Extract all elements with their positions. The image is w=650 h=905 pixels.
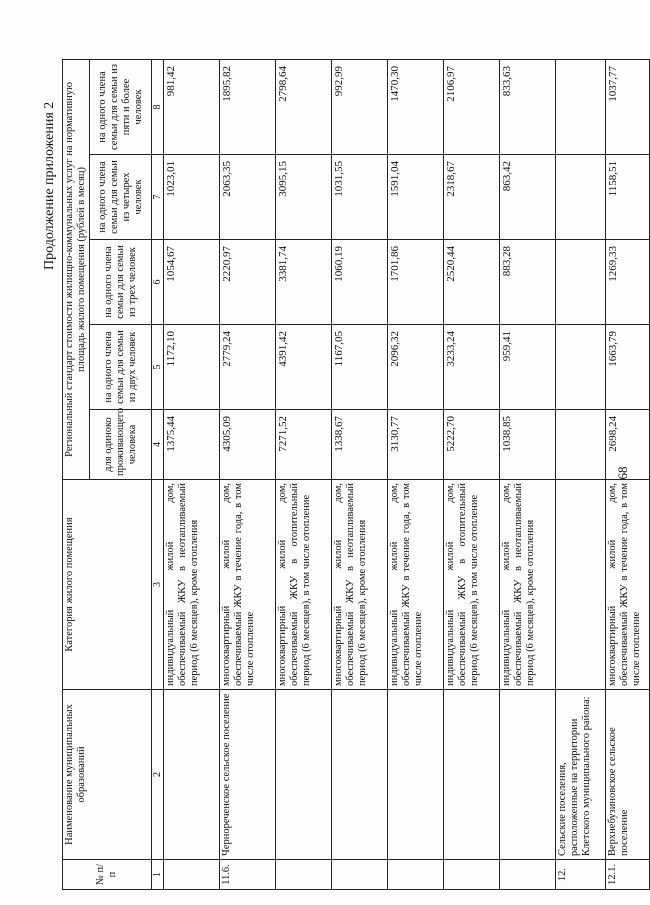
column-number: 6 (152, 240, 164, 325)
appendix-note: Продолжение приложения 2 (42, 101, 57, 270)
row-index: 11.6. (220, 860, 276, 890)
column-number-row (152, 59, 164, 889)
row-value: 1591,04 (388, 155, 444, 240)
row-value: 992,99 (332, 59, 388, 154)
row-value (556, 59, 606, 154)
row-value: 1167,05 (332, 325, 388, 410)
row-category: многоквартирный жилой дом, обеспечиваемый ЖКУ в неотапливаемый период (6 месяцев), кроме отопления (332, 480, 388, 690)
column-number: 3 (152, 480, 164, 690)
column-number: 2 (152, 690, 164, 860)
row-value: 1338,67 (332, 410, 388, 480)
row-index (500, 860, 556, 890)
row-index (276, 860, 332, 890)
row-value: 7271,52 (276, 410, 332, 480)
row-value: 883,28 (500, 240, 556, 325)
row-value: 2220,97 (220, 240, 276, 325)
row-category: индивидуальный жилой дом, обеспечиваемый ЖКУ в неотапливаемый период (6 месяцев), кроме отопления (164, 480, 220, 690)
row-value (556, 155, 606, 240)
row-name (276, 690, 332, 860)
row-value: 2096,32 (388, 325, 444, 410)
header-standard: Региональный стандарт стоимости жилищно-коммунальных услуг на нормативную площадь жилого помещения (рублей в месяц) (63, 59, 90, 479)
column-number: 8 (152, 59, 164, 154)
header-category: Категория жилого помещения (63, 480, 152, 690)
row-value (556, 240, 606, 325)
row-value: 3381,74 (276, 240, 332, 325)
row-value: 1895,82 (220, 59, 276, 154)
row-value: 863,42 (500, 155, 556, 240)
rotated-content (40, 60, 642, 890)
table-row (220, 59, 276, 889)
header-sub-4: для одиноко проживающего человека (90, 410, 152, 480)
row-value (556, 325, 606, 410)
row-value: 1663,79 (606, 325, 650, 410)
header-sub-5: на одного члена семьи для семьи из двух человек (90, 325, 152, 410)
row-name: Верхнебузиновское сельское поселение (606, 690, 650, 860)
row-value: 3233,24 (444, 325, 500, 410)
row-category: многоквартирный жилой дом, обеспечиваемый ЖКУ в течение года, в том числе отопление (606, 480, 650, 690)
standards-table (62, 59, 650, 890)
row-name (164, 690, 220, 860)
row-value: 4391,42 (276, 325, 332, 410)
row-value: 1037,77 (606, 59, 650, 154)
row-name (388, 690, 444, 860)
row-value: 1172,10 (164, 325, 220, 410)
row-category: индивидуальный жилой дом, обеспечиваемый ЖКУ в течение года, в том числе отопление (388, 480, 444, 690)
row-name (500, 690, 556, 860)
row-value: 1269,33 (606, 240, 650, 325)
table-row (332, 59, 388, 889)
row-index (332, 860, 388, 890)
header-sub-7: на одного члена семьи для семьи из четырех человек (90, 155, 152, 240)
header-no: № п/п (63, 860, 152, 890)
row-name: Сельские поселения, расположенные на территории Клетского муниципального района: (556, 690, 606, 860)
row-category: индивидуальный жилой дом, обеспечиваемый ЖКУ в отопительный период (6 месяцев), в том числе отопление (444, 480, 500, 690)
header-sub-6: на одного члена семьи для семьи из трех человек (90, 240, 152, 325)
row-value: 4305,09 (220, 410, 276, 480)
row-index: 12. (556, 860, 606, 890)
row-category: многоквартирный жилой дом, обеспечиваемый ЖКУ в течение года, в том числе отопление (220, 480, 276, 690)
column-number: 1 (152, 860, 164, 890)
row-value: 1375,44 (164, 410, 220, 480)
row-value: 1023,01 (164, 155, 220, 240)
table-row (444, 59, 500, 889)
table-row (556, 59, 606, 889)
row-value: 2698,24 (606, 410, 650, 480)
row-name (444, 690, 500, 860)
column-number: 7 (152, 155, 164, 240)
row-value: 833,63 (500, 59, 556, 154)
row-value: 1031,55 (332, 155, 388, 240)
row-value: 1038,85 (500, 410, 556, 480)
row-value: 1060,19 (332, 240, 388, 325)
row-value: 2520,44 (444, 240, 500, 325)
row-name: Чернореченское сельское поселение (220, 690, 276, 860)
column-number: 4 (152, 410, 164, 480)
row-value: 2063,35 (220, 155, 276, 240)
row-category (556, 480, 606, 690)
row-value: 959,41 (500, 325, 556, 410)
row-index: 12.1. (606, 860, 650, 890)
row-value: 5222,70 (444, 410, 500, 480)
row-value: 3130,77 (388, 410, 444, 480)
row-value: 2779,24 (220, 325, 276, 410)
row-index (444, 860, 500, 890)
row-value: 3095,15 (276, 155, 332, 240)
row-value: 1158,51 (606, 155, 650, 240)
row-index (388, 860, 444, 890)
page-number: 68 (615, 466, 630, 480)
table-row (388, 59, 444, 889)
row-value (556, 410, 606, 480)
row-value: 1054,67 (164, 240, 220, 325)
row-value: 2106,97 (444, 59, 500, 154)
header-sub-8: на одного члена семьи для семьи из пяти и более человек (90, 59, 152, 154)
row-value: 1470,30 (388, 59, 444, 154)
header-name: Наименование муниципальных образований (63, 690, 152, 860)
row-category: индивидуальный жилой дом, обеспечиваемый ЖКУ в неотапливаемый период (6 месяцев), кроме отопления (500, 480, 556, 690)
row-value: 2798,64 (276, 59, 332, 154)
row-index (164, 860, 220, 890)
row-value: 1701,86 (388, 240, 444, 325)
row-value: 981,42 (164, 59, 220, 154)
row-value: 2318,67 (444, 155, 500, 240)
table-row (276, 59, 332, 889)
table-row (500, 59, 556, 889)
row-name (332, 690, 388, 860)
row-category: многоквартирный жилой дом, обеспечиваемый ЖКУ в отопительный период (6 месяцев), в том числе отопление (276, 480, 332, 690)
column-number: 5 (152, 325, 164, 410)
table-row (164, 59, 220, 889)
